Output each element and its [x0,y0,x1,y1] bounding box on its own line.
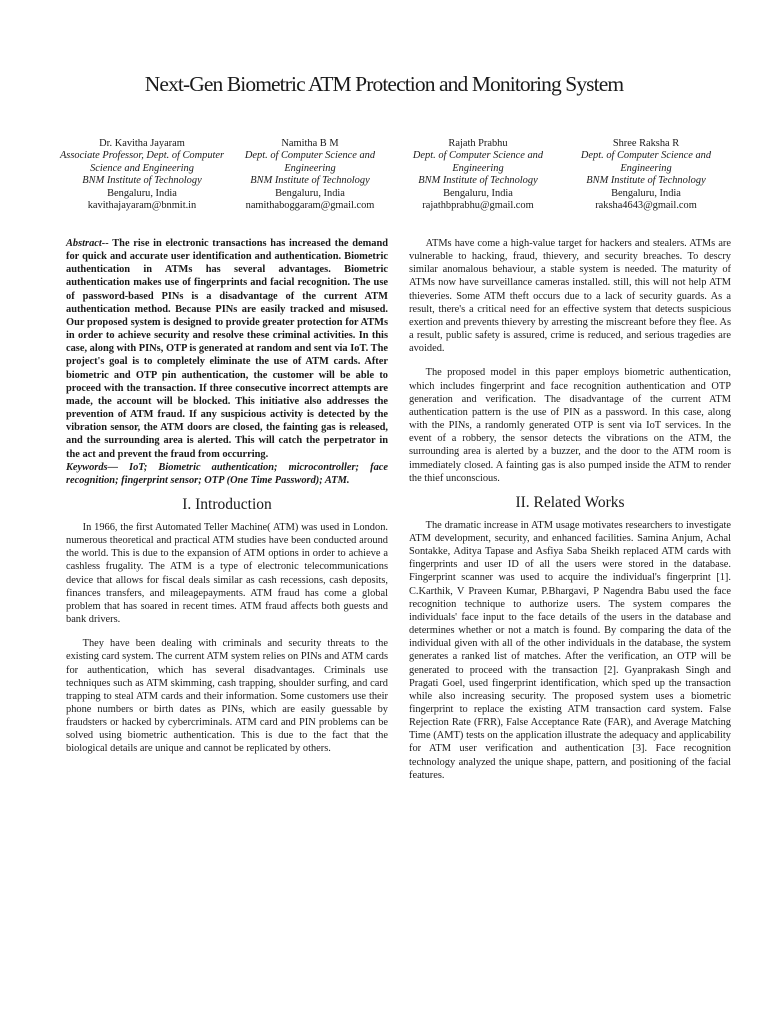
author-location: Bengaluru, India [611,187,681,199]
author-email: kavithajayaram@bnmit.in [87,200,197,212]
left-column [66,237,388,756]
keywords: Keywords— IoT; Biometric authentication; microcontroller; face recognition; fingerprint sensor; OTP (One Time Password); ATM. [66,461,388,486]
intro-paragraph-3: ATMs have come a high-value target for hackers and stealers. ATMs are vulnerable to hacking, fraud, thievery, and security breaches. To descry similar anomalous behaviour, a stable system is needed. The maturity of ATMs now have surveillance cameras installed. still, this will not help ATM thieveries. Some ATM theft occurs due to a lack of security guards. As a result, there's a critical need for an effective system that detects suspicious exertion and prevents thievery by arresting the miscreant before they flee. As a result, public safety is assured, crime is reduced, and serious tragedies are avoided. [409,238,731,355]
author-1 [58,138,226,212]
author-affiliation: Dept. of Computer Science and Engineering [244,150,376,174]
section-heading-introduction: I. Introduction [182,495,272,513]
abstract-label: Abstract-- [66,238,109,249]
author-location: Bengaluru, India [107,187,177,199]
author-name: Namitha B M [281,138,339,149]
author-3 [394,138,562,212]
author-email: rajathbprabhu@gmail.com [422,200,534,212]
author-block [58,138,730,212]
author-email: namithaboggaram@gmail.com [245,200,375,212]
author-affiliation: Associate Professor, Dept. of Computer Science and Engineering [59,150,225,174]
abstract [66,237,388,461]
right-column [409,237,731,782]
paper-title: Next-Gen Biometric ATM Protection and Monitoring System [144,72,624,96]
author-4 [562,138,730,212]
related-works-paragraph: The dramatic increase in ATM usage motivates researchers to investigate ATM development, security, and enhanced facilities. Samina Anjum, Achal Sontakke, Aditya Tapase and Asfiya Saba Sheikh replaced ATM cards with fingerprints and user ID of all the users were stored in the database. Fingerprint scanner was used to acquire the individual's fingerprint [1]. C.Karthik, V Praveen Kumar, P.Bhargavi, P Nagendra Babu used the face recognition technique to authorize users. The system compares the individuals' face input to the face details of the users in the database and determines whether or not a match is found. By comparing the data of the individual given with all of the other individuals in the database, the system generates a ranked list of matches. After the verification, an OTP will be generated to proceed with the transaction [2]. Gyanprakash Singh and Pragati Goel, used fingerprint identification, which sped up the transaction while also increasing security. The proposed system uses a biometric fingerprint to replace the existing ATM transaction card system. False Rejection Rate (FRR), False Acceptance Rate (FAR), and Average Matching Time (AMT) tests on the application illustrate the adequacy and applicability for ATM user verification and authentication [3]. Face recognition technology analyzed the unique shape, pattern, and positioning of the facial features. [409,519,731,781]
author-2 [226,138,394,212]
section-heading-related-works: II. Related Works [515,493,625,511]
intro-paragraph-2: They have been dealing with criminals and security threats to the existing card system. The current ATM system relies on PINs and ATM cards for authentication, which has several disadvantages. Criminals use techniques such as ATM skimming, cash trapping, shoulder surfing, and card trapping to steal ATM cards and their information. Some customers use their phone numbers or birth dates as PINs, which are easily guessable by fraudsters or hacked by cybercriminals. ATM card and PIN problems can be solved using biometric authentication. This is due to the fact that the biological details are unique and cannot be replicated by others. [66,638,388,755]
author-institute: BNM Institute of Technology [586,175,706,187]
author-affiliation: Dept. of Computer Science and Engineering [412,150,544,174]
author-email: raksha4643@gmail.com [595,200,697,212]
intro-paragraph-4: The proposed model in this paper employs biometric authentication, which includes fingerprint and face recognition authentication and OTP generation and verification. The disadvantage of the current ATM authentication pattern is the use of PIN as a password. In this case, along with the PINs, a randomly generated OTP is sent via IoT services. In the event of a robbery, the sensor detects the vibrations on the ATM, the surrounding area is alerted by a buzzer, and the door to the ATM room is immediately closed. A fainting gas is also pumped inside the ATM to render the thief unconscious. [409,367,731,484]
author-name: Rajath Prabhu [448,138,508,149]
author-name: Dr. Kavitha Jayaram [99,138,185,149]
author-location: Bengaluru, India [443,187,513,199]
author-institute: BNM Institute of Technology [82,175,202,187]
abstract-text: The rise in electronic transactions has increased the demand for quick and accurate user identification and authentication. Biometric authentication in ATMs has several advantages. Biometric authentication makes use of fingerprints and facial recognition. The use of password-based PINs is a disadvantage of the current ATM authentication method. Because PINs are easily tracked and misused. Our proposed system is designed to provide greater protection for ATMs in order to achieve security and resolve these criminal activities. In this case, along with PINs, OTP is generated at random and sent via IoT. The project's goal is to completely eliminate the use of ATM cards. After biometric and OTP pin authentication, the customer will be able to proceed with the transaction. If three consecutive incorrect attempts are made, the account will be blocked. This initiative also addresses the prevention of ATM fraud. If any suspicious activity is detected by the vibration sensor, the ATM doors are closed, the fainting gas is released, and the surrounding area is alerted. This will catch the perpetrator in the act and prevent the fraud from occurring. [66,238,388,460]
author-name: Shree Raksha R [612,138,680,149]
author-location: Bengaluru, India [275,187,345,199]
author-institute: BNM Institute of Technology [250,175,370,187]
intro-paragraph-1: In 1966, the first Automated Teller Machine( ATM) was used in London. numerous theoretical and practical ATM studies have been conducted around the world. This is due to the expansion of ATM options in order to achieve a cashless frugality. The ATM is a type of electronic telecommunications device that allows for fiscal deals similar as cash recessions, cash deposits, finances transfers, and mileagepayments. ATM fraud has come a global problem that has soared in recent times. ATM fraud affects both guests and bank drivers. [66,521,388,626]
author-affiliation: Dept. of Computer Science and Engineering [580,150,712,174]
author-institute: BNM Institute of Technology [418,175,538,187]
